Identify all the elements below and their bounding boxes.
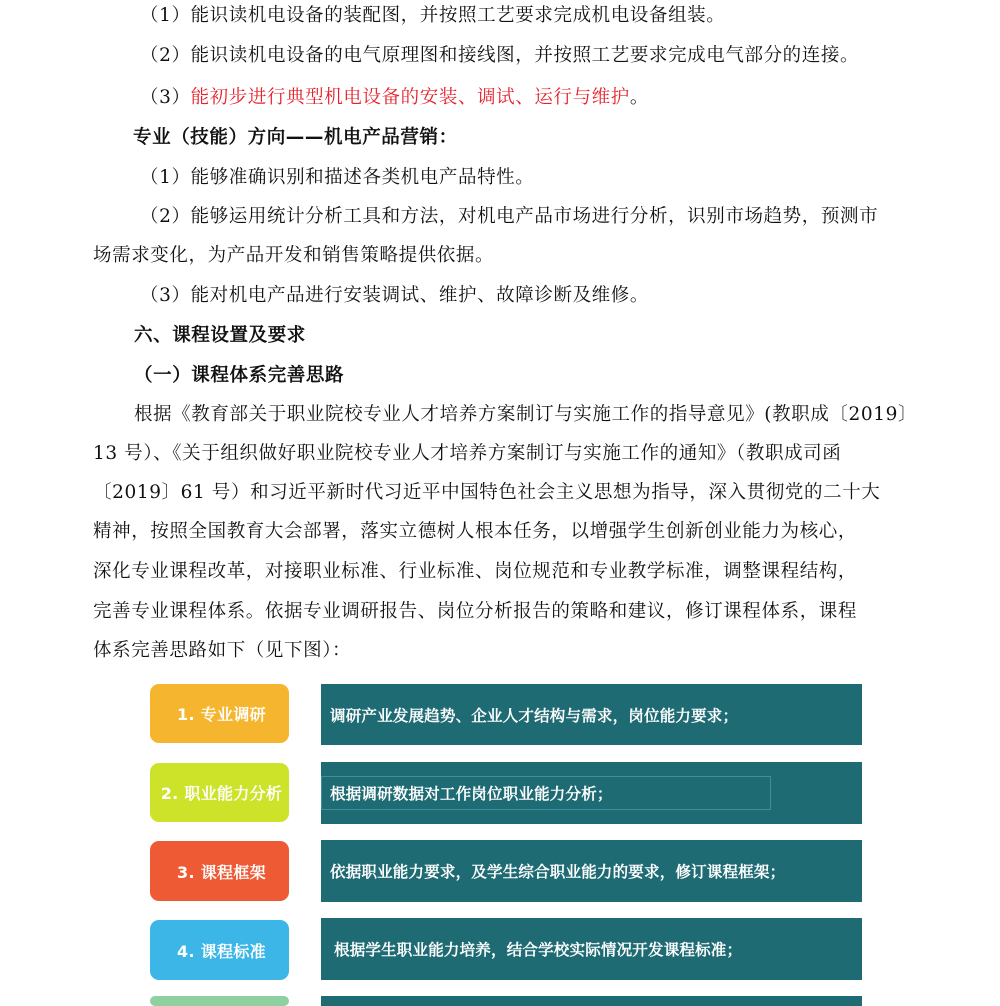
flow-step-label: 2. 职业能力分析 bbox=[150, 763, 289, 822]
flow-step-description: 调研产业发展趋势、企业人才结构与需求，岗位能力要求； bbox=[321, 684, 862, 745]
list-item-electrical: （2）能识读机电设备的电气原理图和接线图，并按照工艺要求完成电气部分的连接。 bbox=[140, 45, 860, 66]
list-item-analyze-line1: （2）能够运用统计分析工具和方法，对机电产品市场进行分析，识别市场趋势，预测市 bbox=[140, 206, 879, 227]
flow-step-description: 依据职业能力要求，及学生综合职业能力的要求，修订课程框架； bbox=[321, 840, 862, 902]
body-line: 〔2019〕61 号）和习近平新时代习近平中国特色社会主义思想为指导，深入贯彻党的二十大 bbox=[93, 482, 881, 503]
flow-step-description bbox=[321, 762, 862, 824]
flow-step-description-text: 根据调研数据对工作岗位职业能力分析； bbox=[330, 785, 613, 803]
body-line: 深化专业课程改革，对接职业标准、行业标准、岗位规范和专业教学标准，调整课程结构， bbox=[93, 561, 858, 582]
body-line: 精神，按照全国教育大会部署，落实立德树人根本任务，以增强学生创新创业能力为核心， bbox=[93, 521, 858, 542]
list-item-maintenance: （3）能对机电产品进行安装调试、维护、故障诊断及维修。 bbox=[140, 285, 649, 306]
flow-step-label: 3. 课程框架 bbox=[150, 841, 289, 901]
list-item-suffix: 。 bbox=[629, 87, 649, 108]
list-item-analyze-line2: 场需求变化，为产品开发和销售策略提供依据。 bbox=[93, 245, 495, 266]
heading-marketing-direction: 专业（技能）方向——机电产品营销： bbox=[133, 127, 458, 148]
list-item-installation bbox=[140, 86, 649, 110]
body-line: 根据《教育部关于职业院校专业人才培养方案制订与实施工作的指导意见》(教职成〔2019〕 bbox=[134, 404, 918, 425]
flow-step-description: 根据学生职业能力培养，结合学校实际情况开发课程标准； bbox=[321, 918, 862, 980]
subsection-heading: （一）课程体系完善思路 bbox=[134, 365, 345, 386]
section-heading: 六、课程设置及要求 bbox=[134, 325, 306, 346]
body-line: 完善专业课程体系。依据专业调研报告、岗位分析报告的策略和建议，修订课程体系，课程 bbox=[93, 601, 858, 622]
flow-step-label: 1. 专业调研 bbox=[150, 684, 289, 743]
flow-step-label-partial bbox=[150, 996, 289, 1006]
list-item-identify: （1）能够准确识别和描述各类机电产品特性。 bbox=[140, 167, 535, 188]
flow-step-label: 4. 课程标准 bbox=[150, 920, 289, 980]
list-item-number: （3） bbox=[140, 87, 191, 108]
flow-step-description-partial bbox=[321, 996, 862, 1006]
list-item-assembly: （1）能识读机电设备的装配图，并按照工艺要求完成机电设备组装。 bbox=[140, 5, 726, 26]
body-line: 体系完善思路如下（见下图）： bbox=[93, 640, 352, 661]
body-line: 13 号）、《关于组织做好职业院校专业人才培养方案制订与实施工作的通知》（教职成司函 bbox=[93, 443, 842, 464]
highlighted-text: 能初步进行典型机电设备的安装、调试、运行与维护 bbox=[190, 87, 630, 108]
